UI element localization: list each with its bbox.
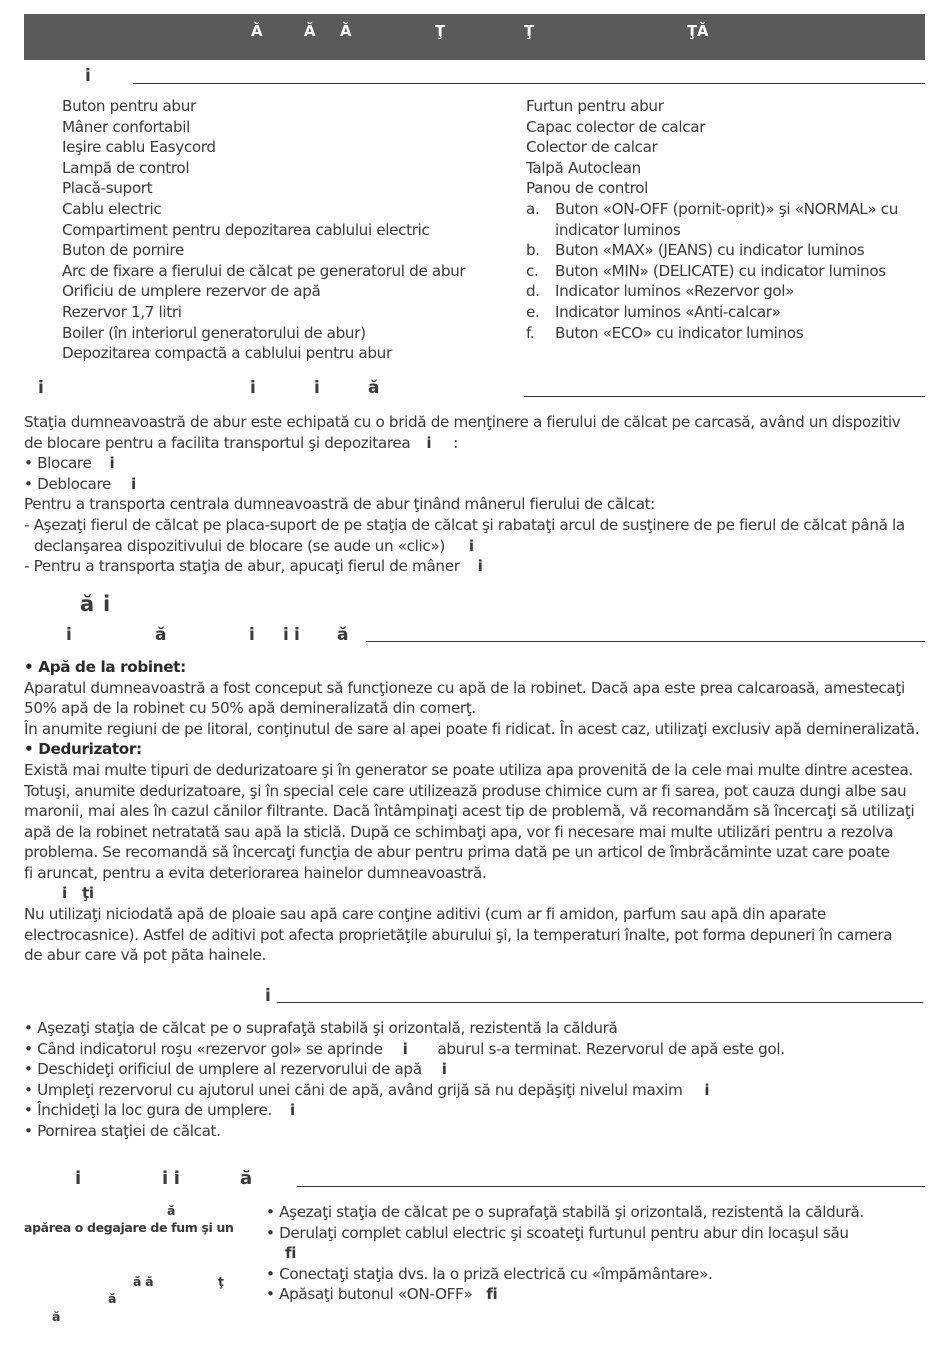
fill-step: • Pornirea staţiei de călcat. [24,1122,221,1140]
control-item-text: Buton «ON-OFF (pornit-oprit)» şi «NORMAL» cu [555,200,899,218]
section2-heading-fragment: i [250,378,256,398]
control-item-label: d. [526,282,540,301]
section3-sub-fragment: ă [337,625,349,645]
part-item: Cablu electric [62,200,162,218]
warning-text: Nu utilizaţi niciodată apă de ploaie sau apă care conţine aditivi (cum ar fi amidon, parfum sau apă din aparate [24,905,826,923]
section3-sub-fragment: ă [155,625,167,645]
softener-text: fi aruncat, pentru a evita deteriorarea hainelor dumneavoastră. [24,864,487,882]
transport-step [24,556,482,576]
control-item [526,240,864,260]
control-item [526,323,803,343]
sidebar-note-fragment: ă [52,1309,61,1324]
header-fragment: Ă [304,22,316,40]
warning-fragment: ţi [82,884,94,902]
header-fragment: ŢĂ [687,22,709,40]
figure-marker: i [131,474,136,493]
sidebar-note-fragment: ă [108,1291,117,1306]
intro-colon: : [453,433,458,452]
control-item-text: Buton «MAX» (JEANS) cu indicator luminos [555,241,865,260]
fill-step-text: • Când indicatorul roşu «rezervor gol» se aprinde [24,1039,383,1058]
transport-step-continuation [34,536,474,556]
control-item [526,261,886,281]
transport-step-text: declanşarea dispozitivului de blocare (se aude un «clic») [34,536,445,555]
part-item: Colector de calcar [526,138,658,157]
figure-marker: i [426,433,432,452]
control-item-label: b. [526,241,540,260]
softener-text: Totuşi, anumite dedurizatoare, şi în special cele care utilizează produse chimice cum ar fi sarea, pot cauza dungi albe sau [24,781,907,800]
section2-heading-fragment: i [38,378,44,398]
figure-marker: i [109,454,115,473]
fill-step-text: • Închideţi la loc gura de umplere. [24,1101,273,1120]
softener-text: maronii, mai ales în cazul cănilor filtrante. Dacă întâmpinaţi acest tip de problemă, vă recomandăm să încercaţi să utilizaţi [24,802,915,821]
control-item-label: c. [526,261,539,280]
part-item: Orificiu de umplere rezervor de apă [62,282,321,301]
section2-heading-fragment: ă [368,378,380,398]
control-item-text: Buton «ECO» cu indicator luminos [555,323,804,342]
sidebar-note-fragment: ţ [218,1274,224,1289]
fill-step [24,1059,447,1079]
part-item: Boiler (în interiorul generatorului de abur) [62,323,366,342]
warning-text: electrocasnice). Astfel de aditivi pot afecta proprietăţile aburului şi, la temperaturi înalte, pot forma depuneri în camera [24,925,893,944]
control-item-text: Indicator luminos «Anti-calcar» [555,303,781,321]
bullet-text: • Blocare [24,454,92,473]
heading-rule [366,641,925,642]
part-item: Mâner confortabil [62,117,190,136]
part-item: Depozitarea compactă a cablului pentru abur [62,344,392,363]
part-item: Rezervor 1,7 litri [62,303,182,321]
figure-marker: fi [285,1244,297,1263]
heading-rule [297,1186,925,1187]
heading-rule [133,83,925,84]
bullet-text: • Deblocare [24,474,112,493]
section3-title-fragment: i [103,592,110,616]
locking-intro-line [24,433,458,453]
tap-water-text: Aparatul dumneavoastră a fost conceput să funcţioneze cu apă de la robinet. Dacă apa este prea calcaroasă, amestecaţi [24,678,905,697]
header-fragment: Ţ [435,22,445,40]
heading-rule [277,1002,923,1003]
section3-title-fragment: ă [80,592,94,616]
heading-rule [524,396,925,397]
control-item-label: a. [526,200,540,218]
section5-heading-fragment: ă [240,1168,252,1189]
locking-intro-text: de blocare pentru a facilita transportul şi depozitarea [24,433,411,452]
header-fragment: Ă [340,22,352,40]
figure-marker: i [704,1080,710,1099]
softener-text: problema. Se recomandă să încercaţi funcţia de abur pentru prima dată pe un articol de îmbrăcăminte uzat care poate [24,843,890,862]
transport-step: - Aşezaţi fierul de călcat pe placa-suport de pe staţia de călcat şi rabataţi arcul de susţinere de pe fierul de călcat până la [24,516,905,534]
tap-water-label: • Apă de la robinet: [24,658,186,676]
section3-sub-fragment: i [66,625,72,645]
control-item [526,302,781,322]
bullet-blocare [24,453,114,473]
fill-step [24,1080,709,1100]
fill-step [24,1039,785,1059]
part-item: Panou de control [526,179,649,198]
start-step: • Derulaţi complet cablul electric şi scoateţi furtunul pentru abur din locaşul său [266,1223,849,1242]
sidebar-note-fragment: ă ă [133,1274,154,1289]
part-item: Arc de fixare a fierului de călcat pe generatorul de abur [62,261,466,280]
section2-heading-fragment: i [314,378,320,398]
tap-water-text: În anumite regiuni de pe litoral, conţinutul de sare al apei poate fi ridicat. În acest caz, utilizaţi exclusiv apă demineralizată. [24,719,920,738]
transport-step-text: - Pentru a transporta staţia de abur, apucaţi fierul de mâner [24,557,460,576]
part-item: Compartiment pentru depozitarea cablului electric [62,220,430,239]
control-item-text: Indicator luminos «Rezervor gol» [555,282,795,301]
section5-heading-fragment: i [75,1168,81,1189]
fill-step-text: • Umpleţi rezervorul cu ajutorul unei căni de apă, având grijă să nu depăşiţi nivelul maxim [24,1080,683,1099]
section3-sub-fragment: i i [283,625,300,645]
figure-marker: fi [486,1285,498,1304]
control-item [526,199,898,219]
part-item: Lampă de control [62,158,190,177]
fill-step-text: • Deschideţi orificiul de umplere al rezervorului de apă [24,1060,422,1079]
control-item-text: Buton «MIN» (DELICATE) cu indicator luminos [555,261,886,280]
figure-marker: i [441,1060,447,1079]
start-step [266,1284,497,1304]
start-step-text: • Apăsaţi butonul «ON-OFF» [266,1285,473,1304]
control-item-continuation: indicator luminos [555,220,681,239]
part-item: Furtun pentru abur [526,97,664,115]
section4-heading: i [265,986,271,1006]
start-step: • Conectaţi staţia dvs. la o priză electrică cu «împământare». [266,1264,713,1283]
part-item: Buton pentru abur [62,97,196,115]
part-item: Buton de pornire [62,241,184,260]
transport-intro: Pentru a transporta centrala dumneavoastră de abur ţinând mânerul fierului de călcat: [24,495,656,514]
figure-marker: i [468,536,474,555]
part-item: Placă-suport [62,179,153,198]
control-item [526,281,794,301]
softener-label: • Dedurizator: [24,740,142,759]
part-item: Capac colector de calcar [526,117,706,136]
fill-step: • Aşezaţi staţia de călcat pe o suprafaţă stabilă şi orizontală, rezistentă la căldură [24,1019,618,1037]
part-item: Talpă Autoclean [526,158,641,177]
fill-step-text: aburul s-a terminat. Rezervorul de apă este gol. [437,1039,785,1058]
section1-heading: i [85,66,91,86]
section3-sub-fragment: i [249,625,255,645]
figure-marker: i [402,1039,408,1058]
fill-step [24,1100,295,1120]
part-item: Ieşire cablu Easycord [62,138,216,157]
softener-text: Există mai multe tipuri de dedurizatoare şi în generator se poate utiliza apa provenită de la cele mai multe dintre acestea. [24,761,913,779]
start-step-continuation [285,1243,296,1263]
warning-fragment: i [62,884,67,902]
section5-heading-fragment: i i [162,1168,180,1189]
bullet-deblocare [24,474,136,494]
header-fragment: Ţ [524,22,534,40]
sidebar-note-fragment: apărea o degajare de fum şi un [24,1220,234,1235]
figure-marker: i [290,1101,295,1120]
softener-text: apă de la robinet netratată sau apă la sticlă. După ce schimbaţi apa, vor fi necesare mai multe utilizări pentru a rezolva [24,822,894,841]
figure-marker: i [477,557,483,576]
warning-text: de abur care vă pot păta hainele. [24,946,267,965]
sidebar-note-fragment: ă [167,1203,176,1218]
header-fragment: Ă [251,22,263,40]
control-item-label: f. [526,323,535,342]
start-step: • Aşezaţi staţia de călcat pe o suprafaţă stabilă şi orizontală, rezistentă la căldură. [266,1203,864,1221]
section-header-bar [24,14,925,60]
tap-water-text: 50% apă de la robinet cu 50% apă demineralizată din comerţ. [24,699,476,718]
control-item-label: e. [526,303,540,321]
locking-intro-line: Staţia dumneavoastră de abur este echipată cu o bridă de menţinere a fierului de călcat pe carcasă, având un dispozitiv [24,413,901,431]
